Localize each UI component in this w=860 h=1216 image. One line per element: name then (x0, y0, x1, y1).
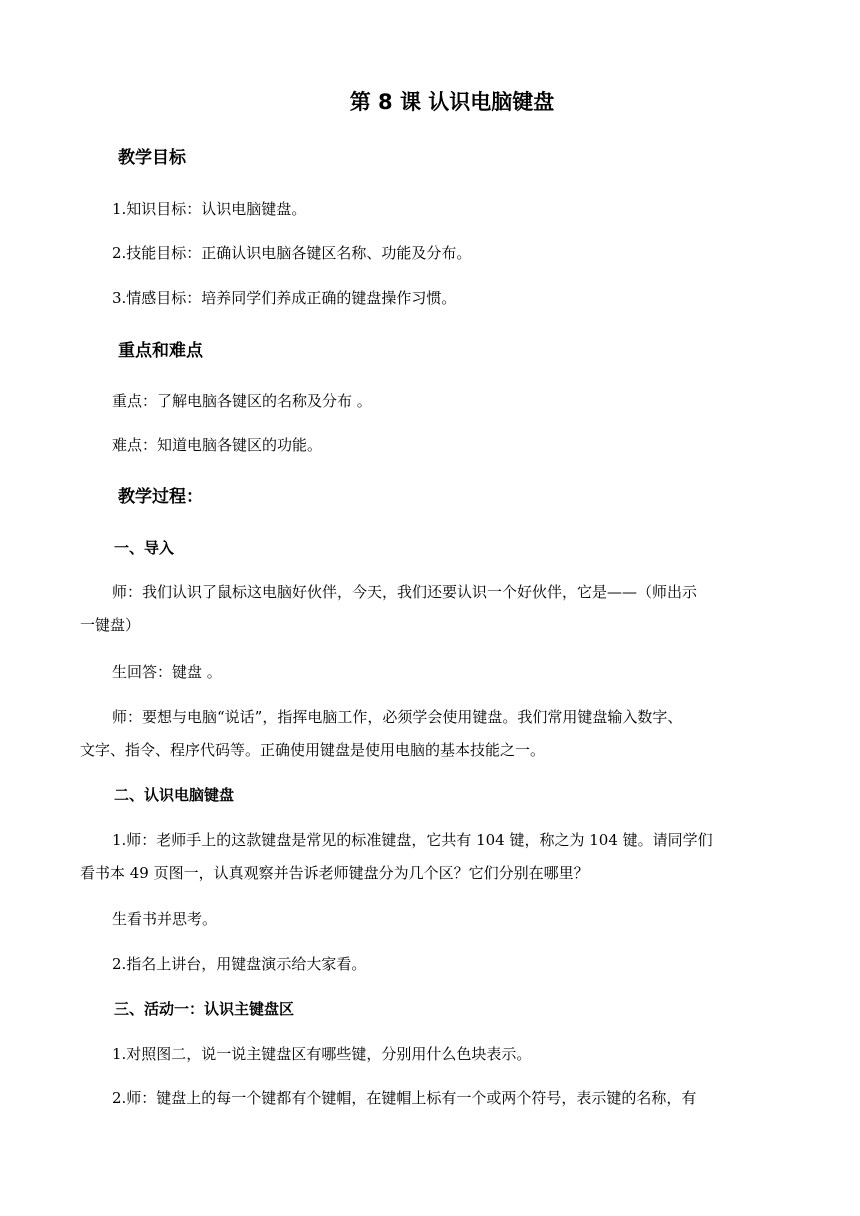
lesson-title: 第 8 课 认识电脑键盘 (349, 90, 555, 114)
part2-para2: 生看书并思考。 (112, 910, 218, 928)
objective-knowledge: 1.知识目标：认识电脑键盘。 (112, 200, 307, 218)
part3-para2-line1: 2.师：键盘上的每一个键都有个键帽，在键帽上标有一个或两个符号，表示键的名称，有 (112, 1089, 697, 1107)
objectives-heading: 教学目标 (118, 148, 186, 168)
part1-heading: 一、导入 (114, 539, 175, 557)
difficult-point: 难点：知道电脑各键区的功能。 (112, 436, 323, 454)
part3-para1: 1.对照图二，说一说主键盘区有哪些键，分别用什么色块表示。 (112, 1045, 532, 1063)
key-points-heading: 重点和难点 (118, 341, 203, 361)
objective-skill: 2.技能目标：正确认识电脑各键区名称、功能及分布。 (112, 244, 472, 262)
key-point: 重点：了解电脑各键区的名称及分布 。 (112, 392, 372, 410)
part1-para1-line1: 师：我们认识了鼠标这电脑好伙伴，今天，我们还要认识一个好伙伴，它是——（师出示 (112, 583, 698, 601)
part1-para3-line1: 师：要想与电脑“说话”，指挥电脑工作，必须学会使用键盘。我们常用键盘输入数字、 (112, 708, 683, 726)
objective-emotion: 3.情感目标：培养同学们养成正确的键盘操作习惯。 (112, 289, 457, 307)
part3-heading: 三、活动一：认识主键盘区 (114, 1000, 295, 1018)
part1-para3-line2: 文字、指令、程序代码等。正确使用键盘是使用电脑的基本技能之一。 (80, 741, 546, 759)
part2-para1-line2: 看书本 49 页图一，认真观察并告诉老师键盘分为几个区？它们分别在哪里？ (80, 864, 589, 882)
part1-para1-line2: 一键盘） (80, 616, 141, 634)
part2-para1-line1: 1.师：老师手上的这款键盘是常见的标准键盘，它共有 104 键，称之为 104 键。请同学们 (112, 831, 713, 849)
part2-para3: 2.指名上讲台，用键盘演示给大家看。 (112, 955, 367, 973)
process-heading: 教学过程： (118, 487, 203, 507)
part2-heading: 二、认识电脑键盘 (114, 786, 235, 804)
part1-para2: 生回答：键盘 。 (112, 663, 222, 681)
